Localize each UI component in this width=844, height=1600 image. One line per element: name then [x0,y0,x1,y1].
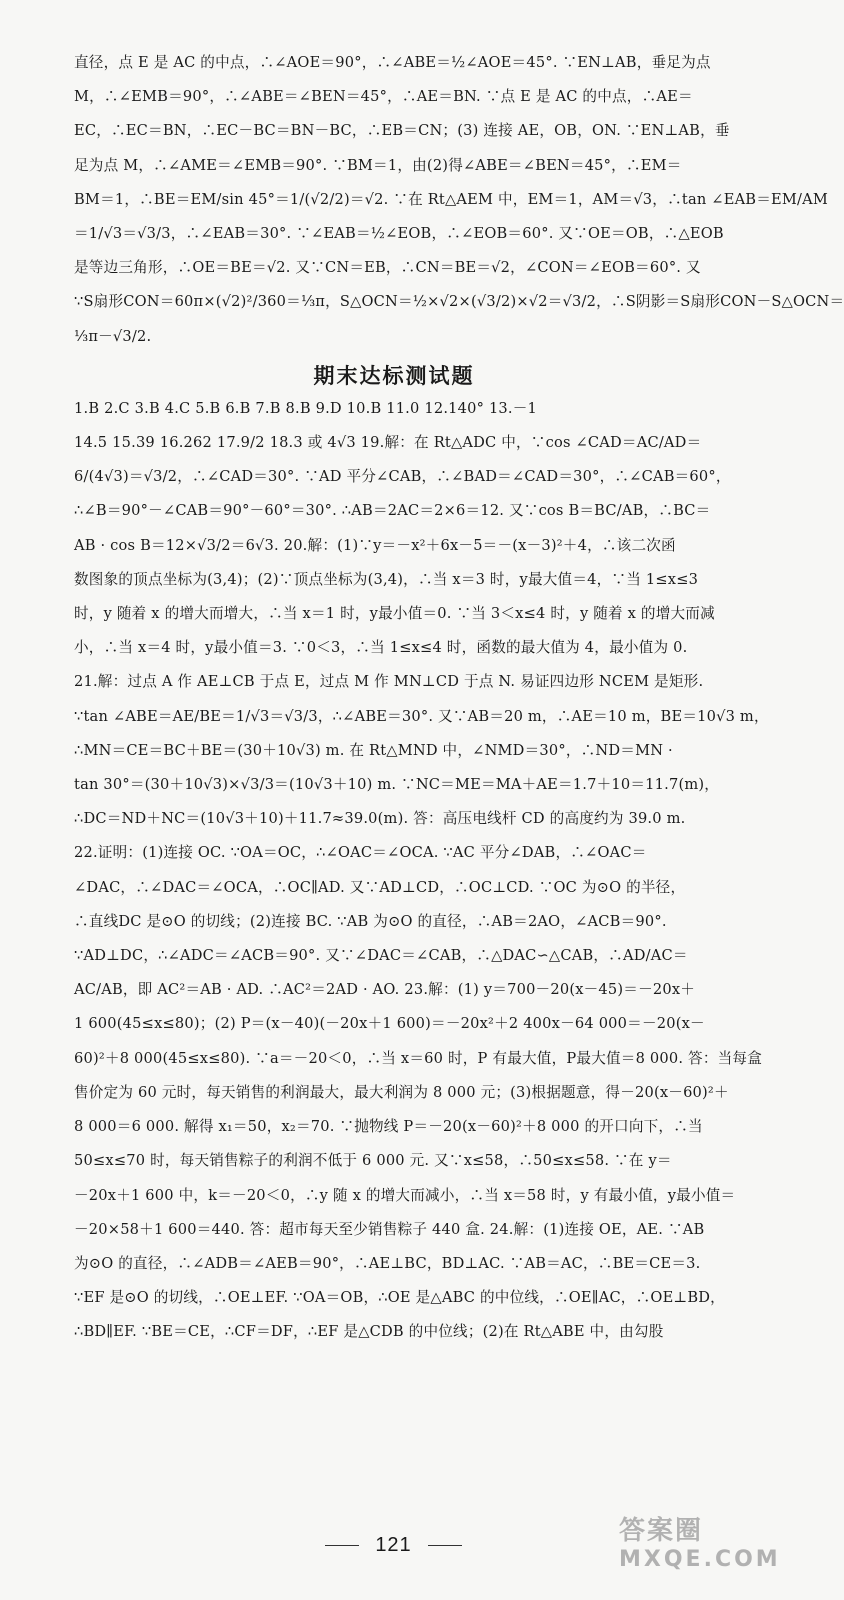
text-line: ∵AD⊥DC，∴∠ADC＝∠ACB＝90°. 又∵∠DAC＝∠CAB，∴△DAC∽△CAB，∴AD/AC＝ [74,947,688,965]
text-line: 50≤x≤70 时，每天销售粽子的利润不低于 6 000 元. 又∵x≤58，∴50≤x≤58. ∵在 y＝ [74,1152,672,1170]
left-dash [325,1545,359,1546]
text-line: ∵EF 是⊙O 的切线，∴OE⊥EF. ∵OA＝OB，∴OE 是△ABC 的中位线，∴OE∥AC，∴OE⊥BD， [74,1289,725,1307]
text-line: 售价定为 60 元时，每天销售的利润最大，最大利润为 8 000 元；(3)根据题意，得－20(x－60)²＋ [74,1083,729,1101]
text-line: ⅓π－√3/2. [74,327,152,345]
text-line: 21.解：过点 A 作 AE⊥CB 于点 E，过点 M 作 MN⊥CD 于点 N. 易证四边形 NCEM 是矩形. [74,673,704,691]
text-line: 6/(4√3)＝√3/2，∴∠CAD＝30°. ∵AD 平分∠CAB，∴∠BAD＝∠CAD＝30°，∴∠CAB＝60°， [74,468,731,486]
page-number-text: 121 [375,1534,412,1556]
text-line: ∴MN＝CE＝BC＋BE＝(30＋10√3) m. 在 Rt△MND 中，∠NMD＝30°，∴ND＝MN · [74,741,673,759]
text-line: 小，∴当 x＝4 时，y最小值＝3. ∵0＜3，∴当 1≤x≤4 时，函数的最大值为 4，最小值为 0. [74,639,688,657]
text-line: ∴DC＝ND＋NC＝(10√3＋10)＋11.7≈39.0(m). 答：高压电线杆 CD 的高度约为 39.0 m. [74,810,686,828]
text-line: 1 600(45≤x≤80)；(2) P＝(x－40)(－20x＋1 600)＝－20x²＋2 400x－64 000＝－20(x－ [74,1015,705,1033]
text-line: －20x＋1 600 中，k＝－20＜0，∴y 随 x 的增大而减小，∴当 x＝58 时，y 有最小值，y最小值＝ [74,1186,736,1204]
text-line: BM＝1，∴BE＝EM/sin 45°＝1/(√2/2)＝√2. ∵在 Rt△AEM 中，EM＝1，AM＝√3，∴tan ∠EAB＝EM/AM [74,190,829,208]
text-line: 为⊙O 的直径，∴∠ADB＝∠AEB＝90°，∴AE⊥BC，BD⊥AC. ∵AB＝AC，∴BE＝CE＝3. [74,1254,701,1272]
text-line: M，∴∠EMB＝90°，∴∠ABE＝∠BEN＝45°，∴AE＝BN. ∵点 E 是 AC 的中点，∴AE＝ [74,88,693,106]
text-line: －20×58＋1 600＝440. 答：超市每天至少销售粽子 440 盒. 24.解：(1)连接 OE，AE. ∵AB [74,1220,705,1238]
text-line: ∴∠B＝90°－∠CAB＝90°－60°＝30°. ∴AB＝2AC＝2×6＝12. 又∵cos B＝BC/AB，∴BC＝ [74,502,711,520]
text-line: AB · cos B＝12×√3/2＝6√3. 20.解：(1)∵y＝－x²＋6x－5＝－(x－3)²＋4，∴该二次函 [74,536,676,554]
text-line: 60)²＋8 000(45≤x≤80). ∵a＝－20＜0，∴当 x＝60 时，P 有最大值，P最大值＝8 000. 答：当每盒 [74,1049,762,1067]
watermark-top: 答案圈 [619,1516,704,1546]
text-line: ∵S扇形CON＝60π×(√2)²/360＝⅓π，S△OCN＝½×√2×(√3/2)×√2＝√3/2，∴S阴影＝S扇形CON－S△OCN＝ [74,293,844,311]
solution-continued [74,46,844,354]
text-line: tan 30°＝(30＋10√3)×√3/3＝(10√3＋10) m. ∵NC＝ME＝MA＋AE＝1.7＋10＝11.7(m)， [74,776,720,794]
text-line: ∴BD∥EF. ∵BE＝CE，∴CF＝DF，∴EF 是△CDB 的中位线；(2)在 Rt△ABE 中，由勾股 [74,1323,664,1341]
watermark-bottom: MXQE.COM [619,1547,781,1572]
text-line: AC/AB，即 AC²＝AB · AD. ∴AC²＝2AD · AO. 23.解：(1) y＝700－20(x－45)＝－20x＋ [74,981,696,999]
answer-page [74,46,844,1350]
text-line: 数图象的顶点坐标为(3,4)；(2)∵顶点坐标为(3,4)，∴当 x＝3 时，y最大值＝4，∵当 1≤x≤3 [74,570,699,588]
text-line: 8 000＝6 000. 解得 x₁＝50，x₂＝70. ∵抛物线 P＝－20(x－60)²＋8 000 的开口向下，∴当 [74,1118,703,1136]
text-line: 足为点 M，∴∠AME＝∠EMB＝90°. ∵BM＝1，由(2)得∠ABE＝∠BEN＝45°，∴EM＝ [74,156,682,174]
text-line: 1.B 2.C 3.B 4.C 5.B 6.B 7.B 8.B 9.D 10.B 11.0 12.140° 13.－1 [74,399,538,417]
text-line: ∴直线DC 是⊙O 的切线；(2)连接 BC. ∵AB 为⊙O 的直径，∴AB＝2AO，∠ACB＝90°. [74,912,667,930]
text-line: 22.证明：(1)连接 OC. ∵OA＝OC，∴∠OAC＝∠OCA. ∵AC 平分∠DAB，∴∠OAC＝ [74,844,647,862]
text-line: 时，y 随着 x 的增大而增大，∴当 x＝1 时，y最小值＝0. ∵当 3＜x≤4 时，y 随着 x 的增大而减 [74,605,715,623]
right-dash [428,1545,462,1546]
text-line: ∵tan ∠ABE＝AE/BE＝1/√3＝√3/3，∴∠ABE＝30°. 又∵AB＝20 m，∴AE＝10 m，BE＝10√3 m， [74,707,769,725]
text-line: ∠DAC，∴∠DAC＝∠OCA，∴OC∥AD. 又∵AD⊥CD，∴OC⊥CD. ∵OC 为⊙O 的半径， [74,878,686,896]
final-exam-answers [74,392,769,1350]
text-line: 14.5 15.39 16.262 17.9/2 18.3 或 4√3 19.解：在 Rt△ADC 中，∵cos ∠CAD＝AC/AD＝ [74,434,702,452]
text-line: ＝1/√3＝√3/3，∴∠EAB＝30°. ∵∠EAB＝½∠EOB，∴∠EOB＝60°. 又∵OE＝OB，∴△EOB [74,225,724,243]
text-line: 直径，点 E 是 AC 的中点，∴∠AOE＝90°，∴∠ABE＝½∠AOE＝45°. ∵EN⊥AB，垂足为点 [74,54,711,71]
watermark-logo [619,1510,781,1596]
text-line: 是等边三角形，∴OE＝BE＝√2. 又∵CN＝EB，∴CN＝BE＝√2，∠CON＝∠EOB＝60°. 又 [74,259,701,277]
section-title: 期末达标测试题 [313,363,475,388]
text-line: EC，∴EC＝BN，∴EC－BC＝BN－BC，∴EB＝CN；(3) 连接 AE，OB，ON. ∵EN⊥AB，垂 [74,122,730,140]
